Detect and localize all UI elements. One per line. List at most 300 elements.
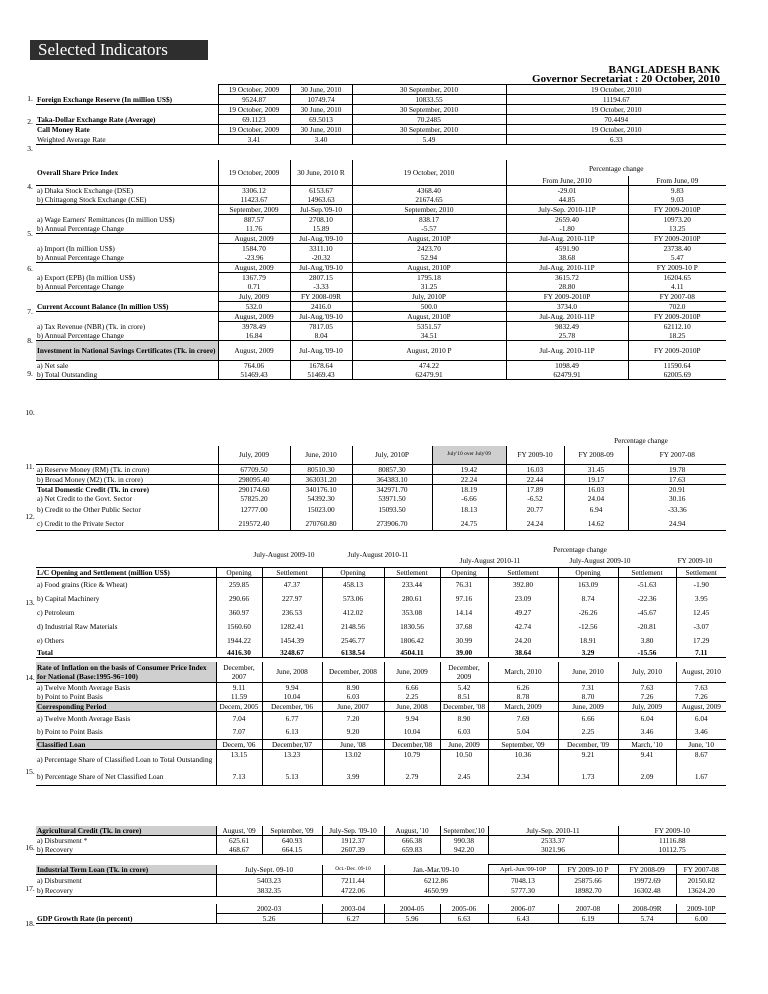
table-row: [36, 253, 726, 263]
table-cell: GDP Growth Rate (in percent): [36, 914, 216, 924]
table-cell: FY 2009-2010P: [628, 341, 726, 361]
table-cell: 6153.67: [290, 186, 352, 196]
table-row: [36, 160, 726, 176]
table-cell: 364383.10: [352, 474, 432, 484]
table-cell: 76.31: [440, 578, 488, 592]
table-cell: Opening: [558, 568, 618, 578]
table-cell: Settlement: [262, 568, 322, 578]
table-cell: -1.80: [506, 224, 628, 234]
table-cell: Opening: [440, 568, 488, 578]
table-cell: 5.26: [216, 914, 322, 924]
table-cell: 10.04: [262, 692, 322, 702]
table-cell: 3832.35: [216, 886, 322, 897]
table-cell: a) Net Credit to the Govt. Sector: [37, 493, 133, 503]
table-cell: 30 June, 2010: [290, 125, 352, 135]
table-cell: FY 2008-09: [564, 446, 628, 464]
table-cell: June, '08: [322, 739, 384, 749]
table-row: [36, 634, 726, 648]
table-cell: 2416.0: [290, 302, 352, 312]
table-cell: Jul-Aug. 2010-11P: [506, 341, 628, 361]
table-cell: 2607.39: [322, 845, 384, 855]
table-cell: -6.52: [506, 494, 564, 503]
table-row: [36, 662, 726, 682]
row-number: 15.: [25, 767, 35, 776]
table-cell: 30 June, 2010 R: [290, 160, 352, 186]
table-cell: July-Sept. 09-10: [216, 865, 322, 875]
table-cell: 30 June, 2010: [290, 105, 352, 115]
percentage-caption: Percentage change: [614, 437, 668, 445]
table-cell: 163.09: [558, 578, 618, 592]
table-cell: 15093.50: [352, 503, 432, 517]
table-cell: a) Disbursment *: [36, 836, 216, 846]
table-cell: 15.89: [290, 224, 352, 234]
table-row: [36, 125, 726, 135]
table-cell: September, 2010: [352, 205, 506, 215]
table-cell: 573.06: [322, 592, 384, 606]
table-cell: Jan.-Mar.'09-10: [384, 865, 488, 875]
table-cell: 3.80: [618, 634, 676, 648]
table-cell: Total: [36, 648, 216, 658]
table-cell: 298095.40: [218, 474, 290, 484]
table-cell: 6.66: [558, 711, 618, 725]
table-cell: 34.51: [352, 331, 506, 341]
table-cell: 2.25: [384, 692, 440, 702]
table-cell: 30 September, 2010: [352, 105, 506, 115]
table-cell: 5.13: [262, 769, 322, 785]
table-cell: 51469.43: [290, 370, 352, 380]
table-cell: 42.74: [488, 620, 558, 634]
table-row: [36, 224, 726, 234]
table-row: [36, 105, 726, 115]
table-cell: December, '06: [262, 701, 322, 711]
table-cell: 236.53: [262, 606, 322, 620]
table-cell: 2423.70: [352, 244, 506, 254]
table-cell: FY 2009-2010P: [628, 205, 726, 215]
table-cell: 3.29: [558, 648, 618, 658]
table-cell: Jul-Aug. 2010-11P: [506, 263, 628, 273]
table-cell: 7.69: [488, 711, 558, 725]
table-cell: 8.51: [440, 692, 488, 702]
table-cell: 10.04: [384, 725, 440, 739]
period-label: July-August 2010-11: [347, 551, 409, 559]
table-cell: 19 October, 2009: [218, 125, 290, 135]
table-cell: August, 2009: [218, 234, 290, 244]
table-cell: Settlement: [618, 568, 676, 578]
table-cell: 273906.70: [352, 517, 432, 531]
table-cell: 51469.43: [218, 370, 290, 380]
table-cell: 16204.65: [628, 273, 726, 283]
table-cell: Foreign Exchange Reserve (In million US$): [36, 95, 218, 105]
table-cell: 290.66: [216, 592, 262, 606]
table-cell: 30.99: [440, 634, 488, 648]
row-number: 2.: [27, 117, 33, 126]
table-cell: 97.16: [440, 592, 488, 606]
table-row: [36, 322, 726, 332]
table-cell: 353.08: [384, 606, 440, 620]
table-cell: 69.5013: [290, 115, 352, 125]
table-cell: 22.44: [506, 474, 564, 484]
table-cell: 5.42: [440, 682, 488, 692]
table-cell: 30 June, 2010: [290, 85, 352, 95]
table-cell: July-Sep. '09-10: [322, 826, 384, 836]
row-number: 11.: [25, 462, 35, 471]
table-cell: FY 2009-2010P: [628, 312, 726, 322]
table-cell: -51.63: [618, 578, 676, 592]
table-cell: August, '09: [216, 826, 262, 836]
table-cell: 342971.70: [352, 484, 432, 494]
table-cell: 23738.40: [628, 244, 726, 254]
table-cell: 19.78: [628, 464, 726, 474]
table-row: [36, 341, 726, 361]
table-cell: -26.26: [558, 606, 618, 620]
table-row: [36, 578, 726, 592]
table-cell: 52.94: [352, 253, 506, 263]
table-row: [36, 282, 726, 292]
table-cell: b) Annual Percentage Change: [36, 253, 218, 263]
table-cell: 7.26: [676, 692, 726, 702]
table-cell: 1944.22: [216, 634, 262, 648]
table-cell: 1560.60: [216, 620, 262, 634]
table-cell: September, 2009: [218, 205, 290, 215]
table-cell: 7.63: [676, 682, 726, 692]
table-row: [36, 592, 726, 606]
table-cell: 6.04: [618, 711, 676, 725]
table-cell: 2003-04: [322, 904, 384, 914]
row-number: 7.: [27, 307, 33, 316]
table-cell: 3615.72: [506, 273, 628, 283]
row-number: 1.: [27, 94, 33, 103]
table-cell: a) Reserve Money (RM) (Tk. in crore): [36, 464, 218, 474]
table-cell: 13.15: [216, 749, 262, 769]
table-row: [36, 292, 726, 302]
table-cell: 3.95: [676, 592, 726, 606]
table-cell: 47.37: [262, 578, 322, 592]
table-cell: -3.07: [676, 620, 726, 634]
table-cell: June, 2007: [322, 701, 384, 711]
table-cell: 24.75: [432, 517, 506, 531]
table-cell: 9.94: [262, 682, 322, 692]
table-cell: Jul-Aug.'09-10: [290, 263, 352, 273]
gdp-table: [36, 904, 726, 924]
table-cell: 11423.67: [218, 195, 290, 205]
table-cell: 1830.56: [384, 620, 440, 634]
table-cell: 5.74: [618, 914, 676, 924]
table-cell: [36, 105, 218, 115]
table-cell: 3.40: [290, 135, 352, 145]
page-title: Selected Indicators: [30, 40, 208, 60]
table-cell: 219572.40: [218, 517, 290, 531]
table-cell: 3.46: [676, 725, 726, 739]
table-cell: a) Wage Earners' Remittances (In million US$): [37, 214, 175, 224]
table-cell: July, 2010: [618, 662, 676, 682]
table-cell: [36, 85, 218, 95]
table-cell: -12.56: [558, 620, 618, 634]
table-cell: March, 2009: [488, 701, 558, 711]
table-cell: Total Domestic Credit (Tk. in crore): [37, 484, 150, 494]
table-cell: Oct.-Dec. 09-10: [322, 865, 384, 875]
table-cell: 19 October, 2009: [218, 105, 290, 115]
table-cell: 6.94: [564, 503, 628, 517]
table-cell: 5777.30: [488, 886, 558, 897]
table-cell: 11.76: [218, 224, 290, 234]
table-row: [36, 701, 726, 711]
table-cell: a) Net sale: [37, 361, 69, 370]
table-row: [36, 648, 726, 658]
table-cell: 6.19: [558, 914, 618, 924]
table-cell: b) Point to Point Basis: [36, 725, 216, 739]
table-cell: August, 2009: [218, 312, 290, 322]
table-cell: September, '09: [262, 826, 322, 836]
table-cell: 17.29: [676, 634, 726, 648]
table-row: [36, 875, 726, 886]
table-cell: a) Export (EPB) (In million US$): [37, 272, 135, 282]
table-cell: 11.59: [216, 692, 262, 702]
table-cell: [36, 205, 218, 215]
table-row: [36, 865, 726, 875]
table-cell: 2.09: [618, 769, 676, 785]
table-row: [36, 886, 726, 897]
table-cell: 62479.91: [506, 370, 628, 380]
table-cell: 5.04: [488, 725, 558, 739]
table-cell: FY 2007-08: [628, 292, 726, 302]
table-cell: 39.00: [440, 648, 488, 658]
period-label: July-August 2010-11: [459, 557, 521, 565]
table-cell: 10973.20: [628, 215, 726, 225]
table-row: [36, 195, 726, 205]
table-cell: August, 2009: [676, 701, 726, 711]
table-cell: 11194.67: [506, 95, 726, 105]
table-cell: July'10 over July'09: [432, 446, 506, 464]
row-number: 13.: [25, 598, 35, 607]
table-cell: 70.2485: [352, 115, 506, 125]
table-cell: 6.03: [440, 725, 488, 739]
table-cell: Jul-Aug.'09-10: [290, 234, 352, 244]
table-cell: 290174.60: [218, 484, 290, 494]
table-cell: 6.63: [440, 914, 488, 924]
table-cell: Jul-Aug. 2010-11P: [506, 312, 628, 322]
table-cell: 10833.55: [352, 95, 506, 105]
table-cell: 14.62: [564, 517, 628, 531]
table-cell: Jul-Aug. 2010-11P: [506, 234, 628, 244]
table-cell: 6.77: [262, 711, 322, 725]
table-cell: 9.21: [558, 749, 618, 769]
table-cell: Settlement: [676, 568, 726, 578]
table-cell: August, 2010: [676, 662, 726, 682]
table-row: [36, 135, 726, 145]
table-cell: 6.43: [488, 914, 558, 924]
table-cell: 9.03: [628, 195, 726, 205]
table-cell: 2148.56: [322, 620, 384, 634]
table-cell: [36, 234, 218, 244]
table-cell: b) Broad Money (M2) (Tk. in crore): [36, 474, 218, 484]
table-cell: 70.4494: [506, 115, 726, 125]
table-cell: 500.0: [352, 302, 506, 312]
table-cell: 7.26: [618, 692, 676, 702]
table-row: [36, 263, 726, 273]
table-cell: July, 2010P: [352, 446, 432, 464]
table-row: [36, 749, 726, 769]
table-cell: 18.25: [628, 331, 726, 341]
table-cell: 49.27: [488, 606, 558, 620]
table-cell: 15023.00: [290, 503, 352, 517]
table-row: [36, 361, 726, 371]
table-cell: 2005-06: [440, 904, 488, 914]
table-cell: -45.67: [618, 606, 676, 620]
table-cell: b) Annual Percentage Change: [36, 331, 218, 341]
table-cell: 1282.41: [262, 620, 322, 634]
table-cell: December, 2008: [322, 662, 384, 682]
table-cell: 5351.57: [352, 322, 506, 332]
table-cell: L/C Opening and Settlement (million US$): [36, 568, 216, 578]
table-cell: Decem, 2005: [216, 701, 262, 711]
table-cell: 18982.70: [558, 886, 618, 897]
indicators-table: [36, 160, 726, 380]
table-row: [36, 503, 726, 517]
table-row: [36, 331, 726, 341]
table-cell: b) Chittagong Stock Exchange (CSE): [36, 195, 218, 205]
table-cell: 458.13: [322, 578, 384, 592]
table-cell: 392.80: [488, 578, 558, 592]
table-cell: a) Tax Revenue (NBR) (Tk. in crore): [37, 321, 146, 331]
table-cell: 474.22: [352, 361, 506, 371]
table-cell: 664.15: [262, 845, 322, 855]
table-cell: 2.25: [558, 725, 618, 739]
organization-name: BANGLADESH BANK: [608, 64, 720, 76]
row-number: 10.: [25, 408, 35, 417]
table-cell: 24.20: [488, 634, 558, 648]
table-cell: Opening: [322, 568, 384, 578]
table-cell: 9.41: [618, 749, 676, 769]
table-cell: 22.24: [432, 474, 506, 484]
table-cell: June, 2010: [290, 446, 352, 464]
table-cell: 16.03: [564, 484, 628, 494]
table-cell: 38.68: [506, 253, 628, 263]
period-label: July-August 2009-10: [569, 557, 631, 565]
table-cell: b) Credit to the Other Public Sector: [37, 505, 141, 514]
table-cell: 7817.05: [290, 322, 352, 332]
table-cell: June, 2009: [558, 701, 618, 711]
table-cell: 19 October, 2009: [218, 85, 290, 95]
table-cell: June, 2009: [384, 662, 440, 682]
table-row: [36, 302, 726, 312]
table-cell: 2004-05: [384, 904, 440, 914]
table-cell: b) Point to Point Basis: [36, 692, 216, 702]
table-cell: August, 2010P: [352, 234, 506, 244]
table-cell: September, '09: [488, 739, 558, 749]
table-cell: 9.83: [628, 186, 726, 196]
table-cell: December, '09: [558, 739, 618, 749]
table-cell: e) Others: [37, 636, 64, 645]
table-row: [36, 273, 726, 283]
table-cell: 1367.79: [218, 273, 290, 283]
table-cell: 6.03: [322, 692, 384, 702]
table-cell: -15.56: [618, 648, 676, 658]
table-cell: [36, 263, 218, 273]
table-row: [36, 836, 726, 846]
table-row: [36, 215, 726, 225]
table-cell: Industrial Term Loan (Tk. in crore): [36, 865, 216, 875]
table-cell: August, 2010P: [352, 312, 506, 322]
table-cell: 67709.50: [218, 464, 290, 474]
table-cell: 2002-03: [216, 904, 322, 914]
table-cell: December,'08: [384, 739, 440, 749]
table-cell: 3.46: [618, 725, 676, 739]
table-cell: 62112.10: [628, 322, 726, 332]
table-cell: June, 2010: [558, 662, 618, 682]
table-cell: 1454.39: [262, 634, 322, 648]
table-cell: 6138.54: [322, 648, 384, 658]
table-cell: -5.57: [352, 224, 506, 234]
table-cell: 2708.10: [290, 215, 352, 225]
table-cell: 10.50: [440, 749, 488, 769]
table-cell: 3978.49: [218, 322, 290, 332]
row-number: 14.: [25, 673, 35, 682]
table-cell: Rate of Inflation on the basis of Consumer Price Index for National (Base:1995-96=100): [36, 662, 216, 682]
table-row: [36, 568, 726, 578]
table-cell: 532.0: [218, 302, 290, 312]
table-cell: July-Sep. 2010-11: [488, 826, 618, 836]
table-cell: 8.90: [440, 711, 488, 725]
table-cell: 8.70: [558, 692, 618, 702]
table-cell: 23.09: [488, 592, 558, 606]
table-cell: 8.78: [488, 692, 558, 702]
table-cell: July, 2009: [618, 701, 676, 711]
table-cell: 19.17: [564, 474, 628, 484]
table-cell: 8.90: [322, 682, 384, 692]
table-cell: 30 September, 2010: [352, 85, 506, 95]
table-cell: 1098.49: [506, 361, 628, 371]
table-cell: 57825.20: [218, 494, 290, 503]
table-cell: 80857.30: [352, 464, 432, 474]
table-cell: a) Percentage Share of Classified Loan to Total Outstanding: [36, 749, 216, 769]
table-cell: -33.36: [628, 503, 726, 517]
table-cell: 7.07: [216, 725, 262, 739]
table-cell: 4416.30: [216, 648, 262, 658]
table-row: [36, 914, 726, 924]
table-cell: 31.45: [564, 464, 628, 474]
table-cell: 16.03: [506, 464, 564, 474]
table-cell: From June, 09: [628, 176, 726, 186]
table-cell: -22.36: [618, 592, 676, 606]
table-cell: 6.04: [676, 711, 726, 725]
table-cell: a) Import (In million US$): [37, 243, 115, 253]
table-cell: August, 2010 P: [352, 341, 506, 361]
row-number: 9.: [27, 369, 33, 378]
table-cell: 2.34: [488, 769, 558, 785]
table-cell: 18.91: [558, 634, 618, 648]
table-row: [36, 312, 726, 322]
table-cell: 5.96: [384, 914, 440, 924]
table-cell: Call Money Rate: [37, 125, 90, 135]
table-cell: 9524.87: [218, 95, 290, 105]
table-row: [36, 474, 726, 484]
table-cell: 412.02: [322, 606, 384, 620]
table-row: [36, 446, 726, 464]
table-row: [36, 85, 726, 95]
table-cell: 13.02: [322, 749, 384, 769]
table-cell: 31.25: [352, 282, 506, 292]
percentage-caption: Percentage change: [553, 546, 607, 554]
table-cell: June, '10: [676, 739, 726, 749]
table-cell: FY 2009-2010P: [506, 292, 628, 302]
table-cell: c) Petroleum: [37, 608, 75, 617]
table-cell: 18.19: [432, 484, 506, 494]
table-cell: 6212.86: [384, 875, 488, 886]
table-cell: 25875.66: [558, 875, 618, 886]
table-cell: 3.99: [322, 769, 384, 785]
table-cell: 7211.44: [322, 875, 384, 886]
table-cell: 2008-09R: [618, 904, 676, 914]
